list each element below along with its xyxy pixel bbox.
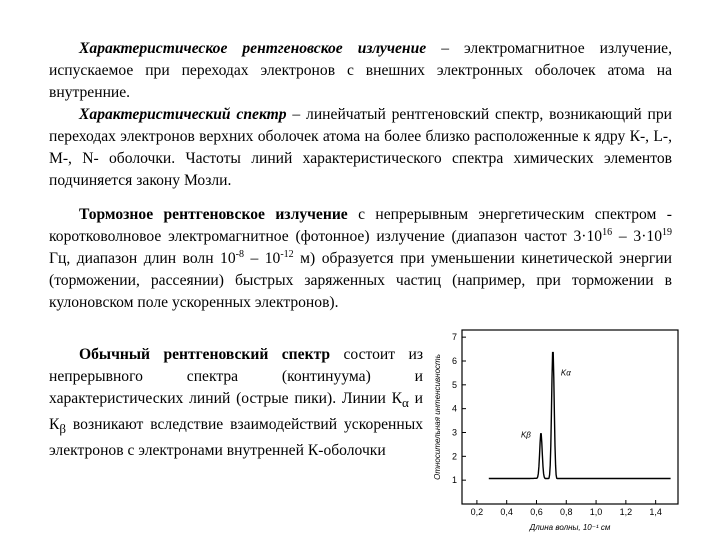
ten-base: 10 bbox=[646, 228, 662, 245]
bremsstrahlung-block bbox=[49, 204, 672, 314]
chart-curve bbox=[489, 353, 671, 479]
definition-characteristic-spectrum: – линейчатый рентгеновский спектр, возникающий при переходах электронов верхних оболочек атома на более близко расположенные к ядру К-, L-, М-, N- оболочки. Частоты линий характеристического спектра химических элементов подчиняется закону Мозли. bbox=[49, 106, 672, 189]
definitions-block bbox=[49, 38, 672, 192]
spectrum-text-b: и К bbox=[49, 390, 423, 434]
term-xray-spectrum: Обычный рентгеновский спектр bbox=[79, 346, 331, 363]
y-tick-label: 5 bbox=[451, 379, 457, 390]
x-axis-label: Длина волны, 10⁻¹ см bbox=[529, 523, 611, 532]
term-bremsstrahlung: Тормозное рентгеновское излучение bbox=[79, 206, 348, 223]
bremsstrahlung-text-a: с непрерывным энергетическим спектром - коротковолновое электромагнитное (фотонное) излучение (диапазон частот 3 bbox=[49, 206, 672, 245]
definition-characteristic-radiation: – электромагнитное излучение, испускаемое при переходах электронов с внешних электронных оболочек атома на внутренние. bbox=[49, 40, 672, 101]
x-tick-label: 0,2 bbox=[470, 507, 484, 517]
bremsstrahlung-text-b: – 3 bbox=[612, 228, 642, 245]
exponent-minus-8: -8 bbox=[235, 249, 244, 260]
beta-subscript: β bbox=[59, 421, 67, 437]
spectrum-block bbox=[49, 344, 423, 462]
x-tick-label: 0,8 bbox=[560, 507, 573, 517]
alpha-subscript: α bbox=[402, 395, 409, 411]
bremsstrahlung-text-d: – 10 bbox=[243, 250, 281, 267]
paragraph-bremsstrahlung bbox=[49, 204, 672, 314]
y-tick-label: 1 bbox=[451, 475, 457, 486]
x-tick-label: 1,4 bbox=[649, 507, 662, 517]
y-tick-label: 6 bbox=[451, 355, 457, 366]
spectrum-text-a: состоит из непрерывного спектра (континуума) и характеристических линий (острые пики). Линии К bbox=[49, 346, 423, 407]
x-tick-label: 1,0 bbox=[589, 507, 603, 517]
y-axis-label: Относительная интенсивность bbox=[433, 354, 442, 480]
k-beta-label: Kβ bbox=[520, 430, 531, 440]
exponent-minus-12: -12 bbox=[280, 249, 294, 260]
y-tick-label: 4 bbox=[451, 403, 457, 414]
x-tick-label: 1,2 bbox=[619, 507, 633, 517]
paragraph-characteristic-spectrum bbox=[49, 104, 672, 192]
chart-ticks bbox=[452, 332, 662, 517]
multiply-dot: · bbox=[581, 228, 587, 245]
exponent-16: 16 bbox=[602, 227, 613, 238]
y-tick-label: 7 bbox=[451, 332, 457, 343]
term-characteristic-radiation: Характеристическое рентгеновское излучение bbox=[79, 40, 427, 57]
multiply-dot: · bbox=[641, 228, 647, 245]
paragraph-xray-spectrum bbox=[49, 344, 423, 462]
ten-base: 10 bbox=[586, 228, 603, 245]
exponent-19: 19 bbox=[662, 227, 672, 238]
y-tick-label: 2 bbox=[451, 451, 457, 462]
x-tick-label: 0,6 bbox=[530, 507, 543, 517]
paragraph-characteristic-radiation bbox=[49, 38, 672, 104]
spectrum-text-c: возникают вследствие взаимодействий ускоренных электронов с электронами внутренней К-оболочки bbox=[49, 416, 423, 460]
chart-labels bbox=[433, 354, 611, 532]
spectrum-line bbox=[489, 353, 671, 479]
term-characteristic-spectrum: Характеристический спектр bbox=[79, 106, 287, 123]
xray-spectrum-chart bbox=[430, 318, 690, 536]
x-tick-label: 0,4 bbox=[500, 507, 513, 517]
k-alpha-label: Kα bbox=[560, 368, 571, 378]
y-tick-label: 3 bbox=[451, 427, 457, 438]
bremsstrahlung-text-e: м) образуется при уменьшении кинетической энергии (торможении, рассеянии) быстрых заряженных частиц (например, при торможении в кулоновском поле ускоренных электронов). bbox=[49, 250, 673, 311]
bremsstrahlung-text-c: Гц, диапазон длин волн 10 bbox=[49, 250, 236, 267]
